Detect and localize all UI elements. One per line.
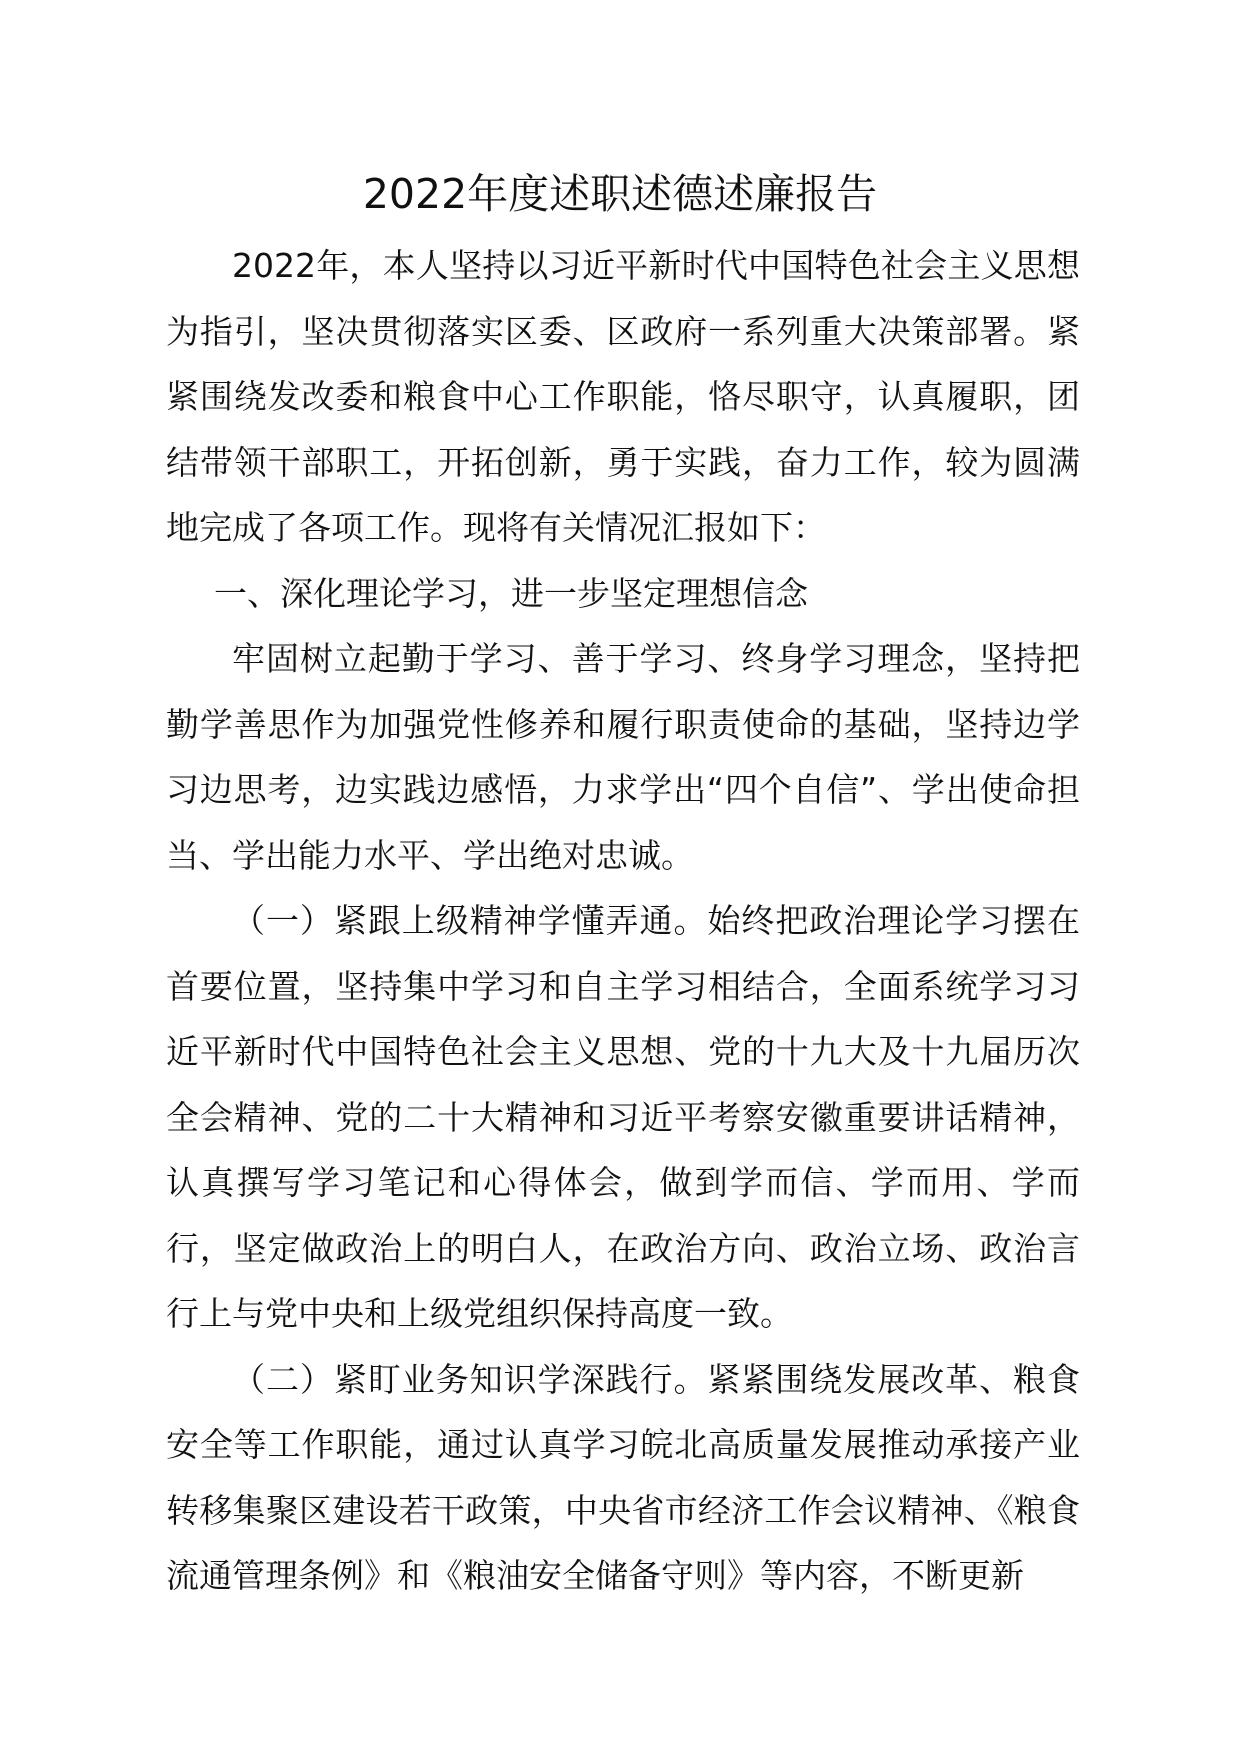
document-body — [166, 233, 1080, 1609]
paragraph-intro: 2022年，本人坚持以习近平新时代中国特色社会主义思想为指引，坚决贯彻落实区委、区政府一系列重大决策部署。紧紧围绕发改委和粮食中心工作职能，恪尽职守，认真履职，团结带领干部职工，开拓创新，勇于实践，奋力工作，较为圆满地完成了各项工作。现将有关情况汇报如下： — [166, 246, 1080, 547]
document-title: 2022年度述职述德述廉报告 — [362, 170, 878, 218]
paragraph-subsection-1: （一）紧跟上级精神学懂弄通。始终把政治理论学习摆在首要位置，坚持集中学习和自主学习相结合，全面系统学习习近平新时代中国特色社会主义思想、党的十九大及十九届历次全会精神、党的二十大精神和习近平考察安徽重要讲话精神，认真撰写学习笔记和心得体会，做到学而信、学而用、学而行，坚定做政治上的明白人，在政治方向、政治立场、政治言行上与党中央和上级党组织保持高度一致。 — [166, 901, 1080, 1333]
section-heading-1: 一、深化理论学习，进一步坚定理想信念 — [214, 573, 808, 613]
paragraph-section-1-summary: 牢固树立起勤于学习、善于学习、终身学习理念，坚持把勤学善思作为加强党性修养和履行职责使命的基础，坚持边学习边思考，边实践边感悟，力求学出“四个自信”、学出使命担当、学出能力水平、学出绝对忠诚。 — [166, 639, 1080, 875]
paragraph-subsection-2: （二）紧盯业务知识学深践行。紧紧围绕发展改革、粮食安全等工作职能，通过认真学习皖北高质量发展推动承接产业转移集聚区建设若干政策，中央省市经济工作会议精神、《粮食流通管理条例》和《粮油安全储备守则》等内容，不断更新 — [166, 1359, 1080, 1595]
